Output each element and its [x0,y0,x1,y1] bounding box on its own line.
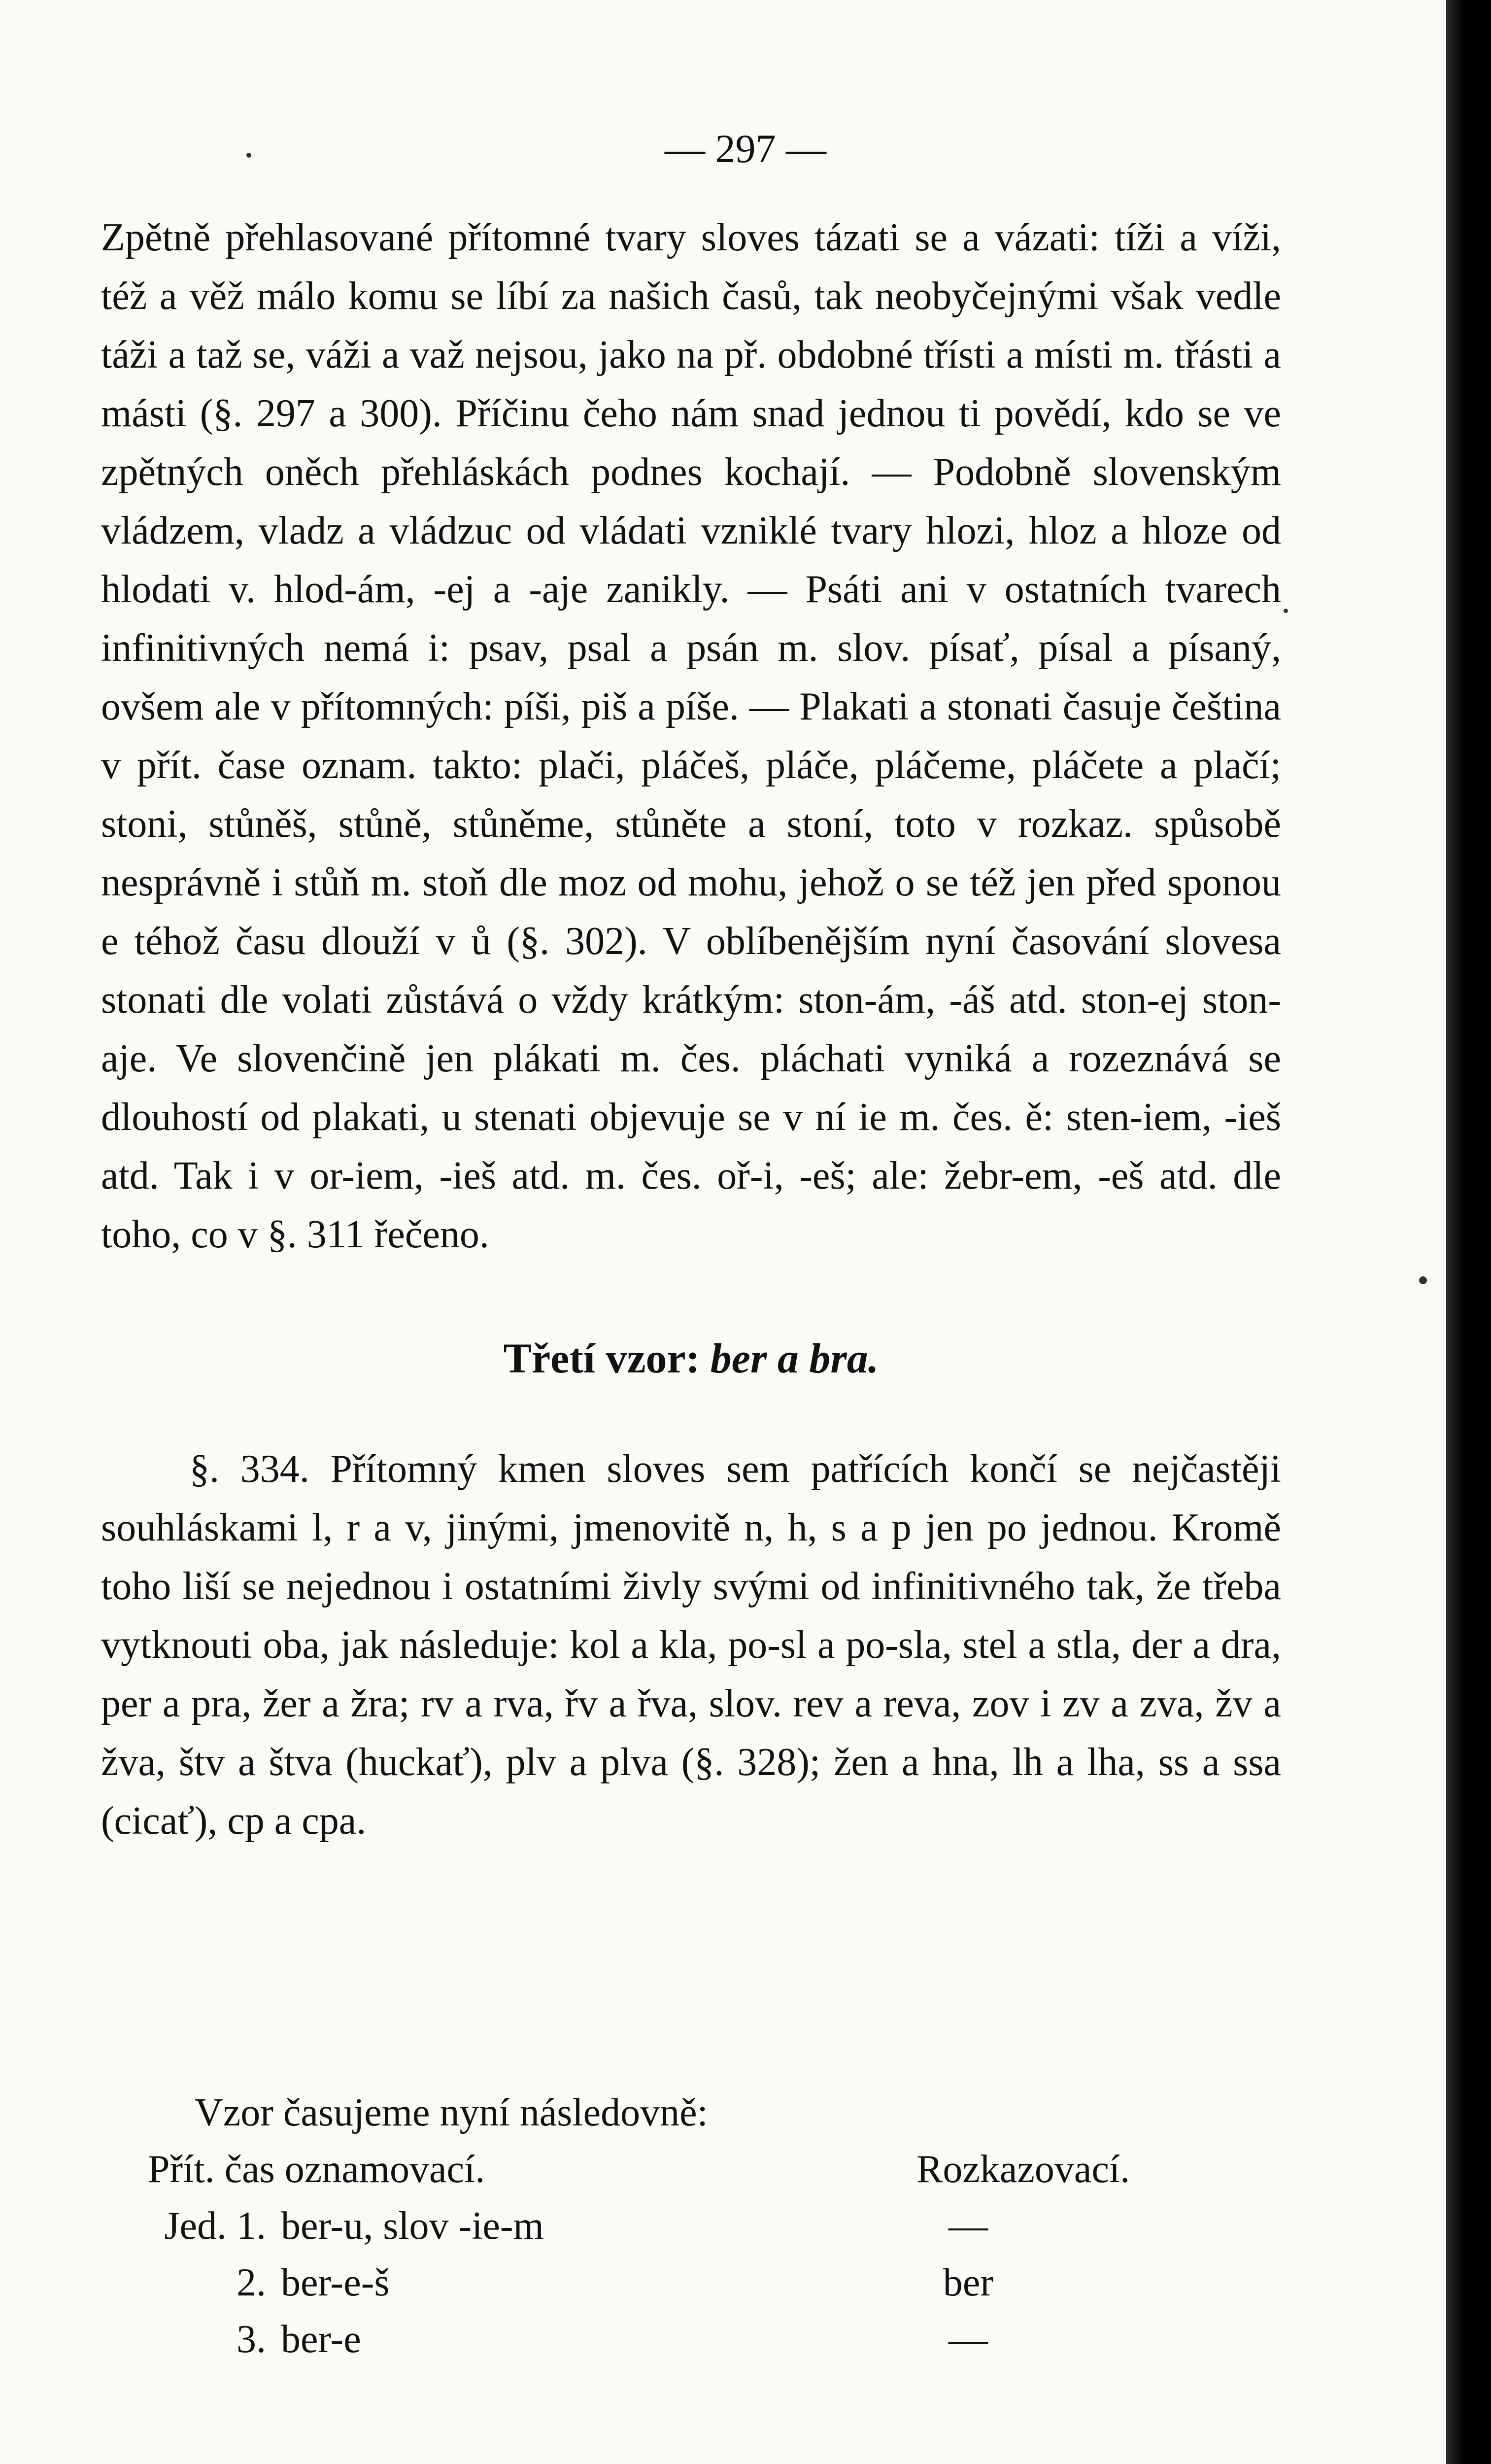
page-number: — 297 — [665,126,826,171]
paragraph-verbs-tazati: Zpětně přehlasované přítomné tvary sloves tázati se a vázati: tíži a víži, též a věž málo komu se líbí za našich časů, tak neobyčejnými však vedle táži a taž se, váži a važ nejsou, jako na př. obdobné třísti a místi m. třásti a másti (§. 297 a 300). Příčinu čeho nám snad jednou ti povědí, kdo se ve zpětných oněch přehláskách podnes kochají. — Podobně slovenským vládzem, vladz a vládzuc od vládati vzniklé tvary hlozi, hloz a hloze od hlodati v. hlod-ám, -ej a -aje zanikly. — Psáti ani v ostatních tvarech infinitivných nemá i: psav, psal a psán m. slov. písať, písal a písaný, ovšem ale v přítomných: píši, piš a píše. — Plakati a stonati časuje čeština v přít. čase oznam. takto: plači, pláčeš, pláče, pláčeme, pláčete a plačí; stoni, stůněš, stůně, stůněme, stůněte a stoní, toto v rozkaz. spůsobě nesprávně i stůň m. stoň dle moz od mohu, jehož o se též jen před sponou e téhož času dlouží v ů (§. 302). V oblíbenějším nyní časování slovesa stonati dle volati zůstává o vždy krátkým: ston-ám, -áš atd. ston-ej ston-aje. Ve slovenčině jen plákati m. čes. pláchati vyniká a rozeznává se dlouhostí od plakati, u stenati objevuje se v ní ie m. čes. ě: sten-iem, -ieš atd. Tak i v or-iem, -ieš atd. m. čes. oř-i, -eš; ale: žebr-em, -eš atd. dle toho, co v §. 311 řečeno. [101,216,1281,1256]
table-row [148,2311,1281,2368]
row-imperative: — [949,2318,988,2361]
table-header-row [148,2141,1281,2198]
row-imperative: ber [943,2261,994,2304]
paper-speck [246,153,251,158]
row-label: 3. [237,2318,266,2361]
row-label: 2. [237,2261,266,2304]
table-row [148,2255,1281,2311]
row-form: ber-e [281,2318,361,2361]
row-label: Jed. 1. [164,2204,266,2248]
page-body [101,208,1281,1850]
conjugation-table [148,2141,1281,2368]
section-heading [101,1329,1281,1388]
row-form: ber-e-š [281,2261,390,2304]
header-indicative: Přít. čas oznamovací. [148,2148,485,2191]
paragraph-section-334: §. 334. Přítomný kmen sloves sem patřících končí se nejčastěji souhláskami l, r a v, jinými, jmenovitě n, h, s a p jen po jednou. Kromě toho liší se nejednou i ostatními živly svými od infinitivného tak, že třeba vytknouti oba, jak následuje: kol a kla, po-sl a po-sla, stel a stla, der a dra, per a pra, žer a žra; rv a rva, řv a řva, slov. rev a reva, zov i zv a zva, žv a žva, štv a štva (huckať), plv a plva (§. 328); žen a hna, lh a lha, ss a ssa (cicať), cp a cpa. [101,1447,1281,1843]
header-imperative: Rozkazovací. [916,2148,1130,2191]
table-row [148,2198,1281,2255]
conjugation-intro: Vzor časujeme nyní následovně: [195,2091,708,2134]
heading-pattern: ber a bra. [710,1335,879,1382]
paper-speck [1419,1276,1427,1284]
heading-prefix: Třetí vzor: [503,1335,700,1382]
paper-speck [1284,609,1288,613]
row-form: ber-u, slov -ie-m [281,2204,544,2248]
row-imperative: — [949,2204,988,2248]
page-edge-shadow [1446,0,1491,2464]
